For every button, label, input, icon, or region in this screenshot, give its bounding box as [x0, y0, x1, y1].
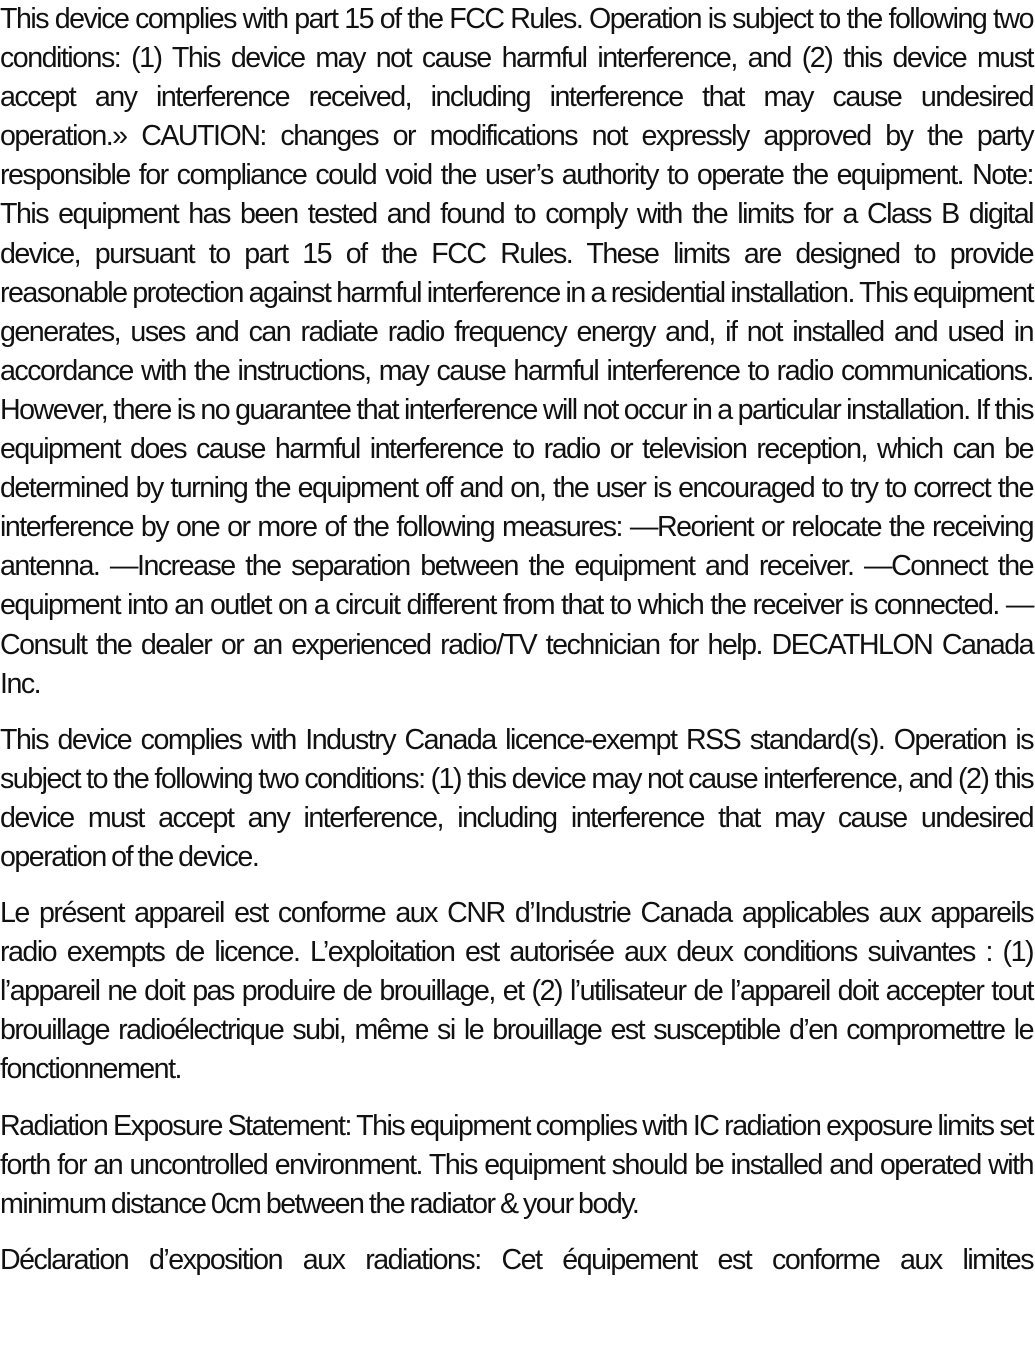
ic-compliance-paragraph: This device complies with Industry Canada licence-exempt RSS standard(s). Operation is subject to the following two conditions: (1) this device may not cause interference, and (2) this device must accept any interference, including interference that may cause undesired operation of the device. — [0, 723, 1033, 873]
radiation-exposure-paragraph-french: Déclaration d’exposition aux radiations: Cet équipement est conforme aux limites — [0, 1243, 1033, 1276]
fcc-compliance-paragraph: This device complies with part 15 of the FCC Rules. Operation is subject to the following two conditions: (1) This device may not cause harmful interference, and (2) this device must accept any interference received, including interference that may cause undesired operation.» CAUTION: changes or modifications not expressly approved by the party responsible for compliance could void the user’s authority to operate the equipment. Note: This equipment has been tested and found to comply with the limits for a Class B digital device, pursuant to part 15 of the FCC Rules. These limits are designed to provide reasonable protection against harmful interference in a residential installation. This equipment generates, uses and can radiate radio frequency energy and, if not installed and used in accordance with the instructions, may cause harmful interference to radio communications. However, there is no guarantee that interference will not occur in a particular installation. If this equipment does cause harmful interference to radio or television reception, which can be determined by turning the equipment off and on, the user is encouraged to try to correct the interference by one or more of the following measures: —Reorient or relocate the receiving antenna. —Increase the separation between the equipment and receiver. —Connect the equipment into an outlet on a circuit different from that to which the receiver is connected. —Consult the dealer or an experienced radio/TV technician for help. DECATHLON Canada Inc. — [0, 3, 1033, 700]
radiation-exposure-paragraph: Radiation Exposure Statement: This equipment complies with IC radiation exposure limits set forth for an uncontrolled environment. This equipment should be installed and operated with minimum distance 0cm between the radiator & your body. — [0, 1109, 1033, 1220]
ic-compliance-paragraph-french: Le présent appareil est conforme aux CNR d’Industrie Canada applicables aux appareils radio exempts de licence. L’exploitation est autorisée aux deux conditions suivantes : (1) l’appareil ne doit pas produire de brouillage, et (2) l’utilisateur de l’appareil doit accepter tout brouillage radioélectrique subi, même si le brouillage est susceptible d’en compromettre le fonctionnement. — [0, 897, 1033, 1086]
